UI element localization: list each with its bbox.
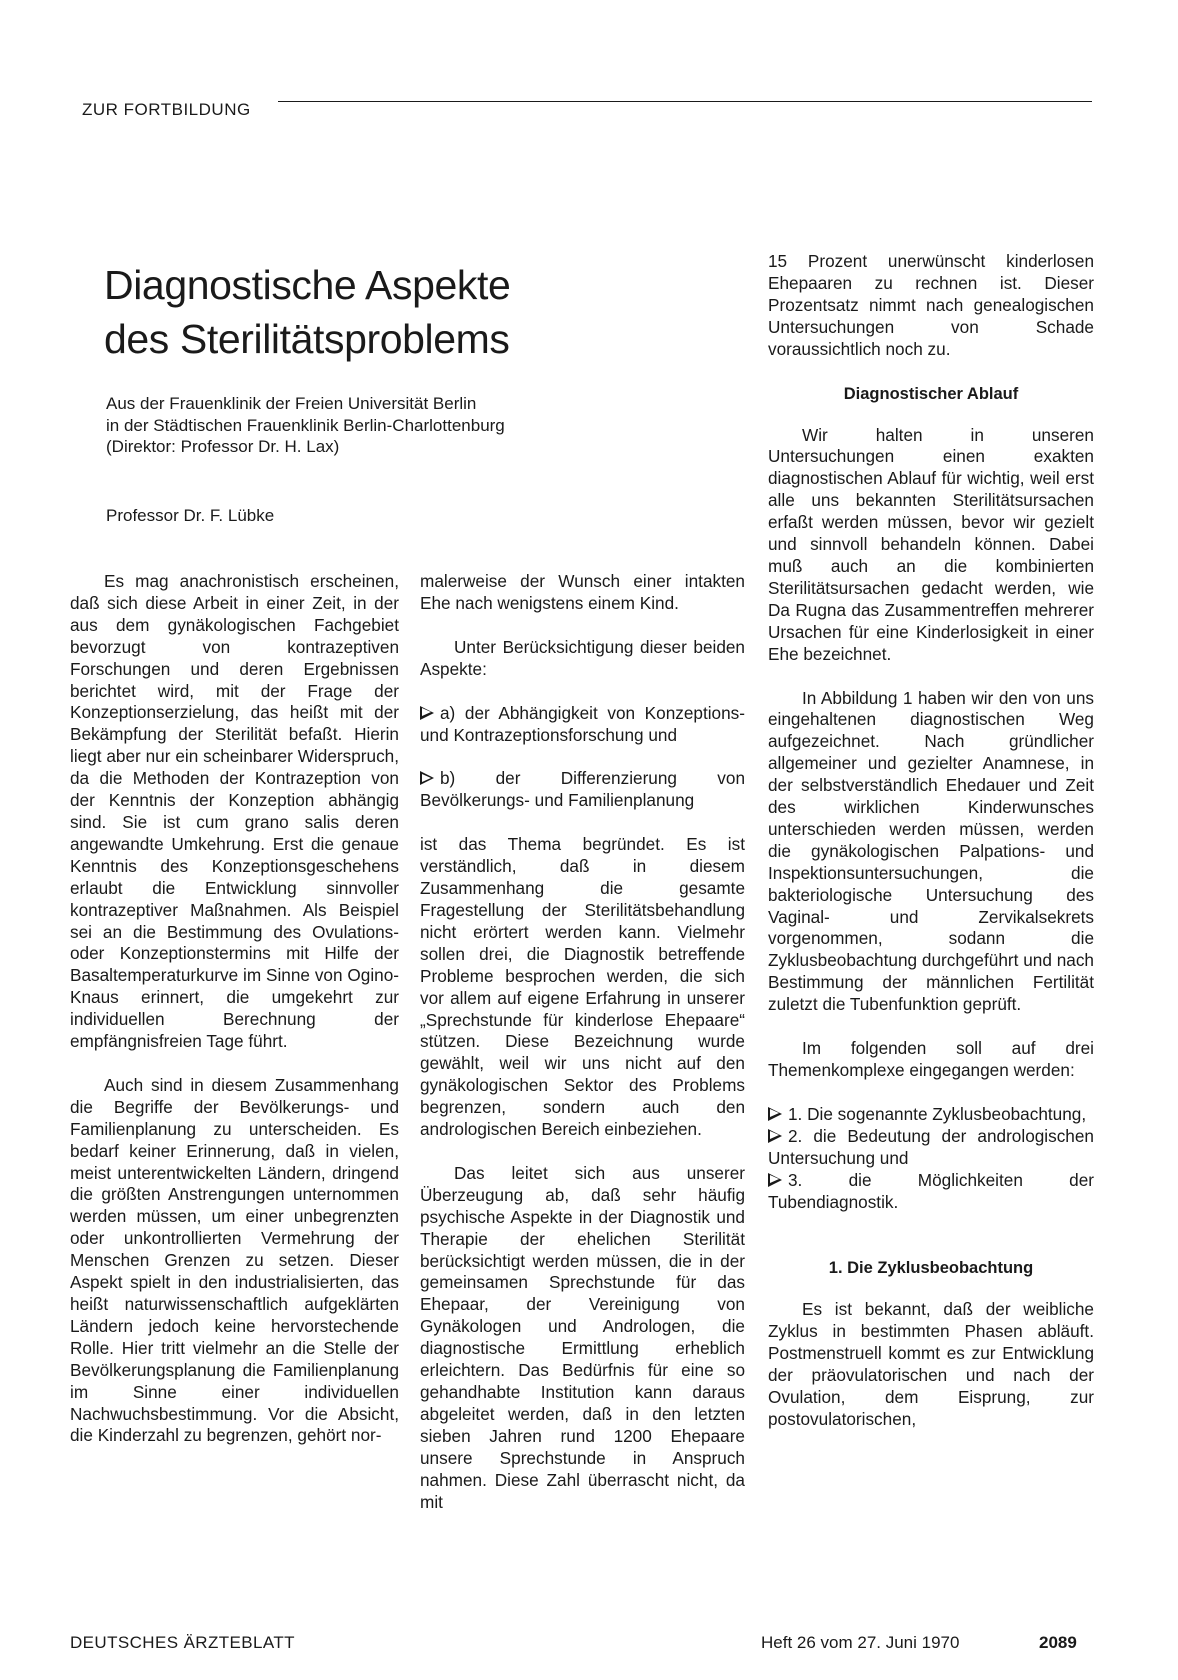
paragraph: ist das Thema begründet. Es ist verständlich, daß in diesem Zusammenhang die gesamte Fragestellung der Sterilitätsbehandlung nicht erörtert werden kann. Vielmehr sollen drei, die Diagnostik betreffende Probleme besprochen werden, die sich vor allem auf eigene Erfahrung in unserer „Sprechstunde für kinderlose Ehepaare“ stützen. Diese Bezeichnung wurde gewählt, weil wir uns nicht auf den gynäkologischen Sektor des Problems begrenzen, sondern auch den andrologischen Bereich einbeziehen. <box>420 834 745 1140</box>
affiliation-line: Aus der Frauenklinik der Freien Universität Berlin <box>106 394 477 413</box>
text-column-3 <box>768 251 1094 1431</box>
author: Professor Dr. F. Lübke <box>106 506 275 525</box>
triangle-bullet-icon <box>768 1173 782 1187</box>
footer-issue: Heft 26 vom 27. Juni 1970 <box>761 1633 960 1652</box>
text-column-2 <box>420 571 745 1513</box>
footer-journal-name: DEUTSCHES ÄRZTEBLATT <box>70 1633 295 1652</box>
paragraph: Wir halten in unseren Untersuchungen einen exakten diagnostischen Ablauf für wichtig, weil erst alle uns bekannten Sterilitätsursachen erfaßt werden müssen, bevor wir gezielt und sinnvoll behandeln können. Dabei muß auch an die kombinierten Sterilitätsursachen gedacht werden, wie Da Rugna das Zusammentreffen mehrerer Ursachen für eine Kinderlosigkeit in einer Ehe bezeichnet. <box>768 424 1094 664</box>
section-heading: Diagnostischer Ablauf <box>843 384 1019 403</box>
paragraph: 15 Prozent unerwünscht kinderlosen Ehepaaren zu rechnen ist. Dieser Prozentsatz nimmt nach genealogischen Untersuchungen von Schade voraussichtlich noch zu. <box>768 251 1094 359</box>
page-number: 2089 <box>1039 1633 1077 1652</box>
paragraph: Auch sind in diesem Zusammenhang die Begriffe der Bevölkerungs- und Familienplanung zu unterscheiden. Es bedarf keiner Erinnerung, daß in vielen, meist unterentwickelten Ländern, dringend die größten Anstrengungen unternommen werden müssen, um einer unbegrenzten oder unkontrollierten Vermehrung der Menschen Grenzen zu setzen. Dieser Aspekt spielt in den industrialisierten, das heißt naturwissenschaftlich aufgeklärten Ländern jedoch keine hervorstechende Rolle. Hier tritt vielmehr an die Stelle der Bevölkerungsplanung die Familienplanung im Sinne einer individuellen Nachwuchsbestimmung. Vor die Absicht, die Kinderzahl zu begrenzen, gehört nor- <box>70 1074 399 1446</box>
paragraph: Unter Berücksichtigung dieser beiden Aspekte: <box>420 636 745 679</box>
list-item-3: 3. die Möglichkeiten der Tubendiagnostik. <box>768 1169 1094 1212</box>
list-item-1: 1. Die sogenannte Zyklusbeobachtung, <box>768 1104 1094 1126</box>
paragraph: Das leitet sich aus unserer Überzeugung ab, daß sehr häufig psychische Aspekte in der Diagnostik und Therapie der ehelichen Sterilität berücksichtigt werden müssen, die in der gemeinsamen Sprechstunde für das Ehepaar, der Vereinigung von Gynäkologen und Andrologen, die diagnostische Ermittlung erheblich erleichtern. Das Bedürfnis für eine so gehandhabte Institution kann daraus abgeleitet werden, daß in den letzten sieben Jahren rund 1200 Ehepaare unsere Sprechstunde in Anspruch nahmen. Diese Zahl überrascht nicht, da mit <box>420 1162 745 1512</box>
section-label: ZUR FORTBILDUNG <box>82 100 251 119</box>
list-item-2: 2. die Bedeutung der andrologischen Untersuchung und <box>768 1125 1094 1168</box>
title-line-2: des Sterilitätsproblems <box>104 316 510 362</box>
header-rule <box>278 101 1092 102</box>
triangle-bullet-icon <box>768 1107 782 1121</box>
affiliation-line: (Direktor: Professor Dr. H. Lax) <box>106 437 340 456</box>
paragraph: In Abbildung 1 haben wir den von uns eingehaltenen diagnostischen Weg aufgezeichnet. Nach gründlicher allgemeiner und gezielter Anamnese, in der selbstverständlich Ehedauer und Zeit des wirklichen Kinderwunsches unterschieden werden müssen, werden die gynäkologischen Palpations- und Inspektionsuntersuchungen, die bakteriologische Untersuchung des Vaginal- und Zervikalsekrets vorgenommen, sodann die Zyklusbeobachtung durchgeführt und nach Bestimmung der männlichen Fertilität zuletzt die Tubenfunktion geprüft. <box>768 687 1094 1015</box>
affiliation <box>106 393 626 458</box>
triangle-bullet-icon <box>768 1129 782 1143</box>
paragraph: malerweise der Wunsch einer intakten Ehe nach wenigstens einem Kind. <box>420 571 745 613</box>
list-item-a: a) der Abhängigkeit von Konzeptions- und Kontrazeptionsforschung und <box>420 702 745 745</box>
text-column-1 <box>70 571 399 1447</box>
article-title <box>104 258 664 366</box>
paragraph: Es ist bekannt, daß der weibliche Zyklus in bestimmten Phasen abläuft. Postmenstruell kommt es zur Entwicklung der präovulatorischen und nach der Ovulation, dem Eisprung, zur postovulatorischen, <box>768 1299 1094 1429</box>
paragraph: Es mag anachronistisch erscheinen, daß sich diese Arbeit in einer Zeit, in der aus dem gynäkologischen Fachgebiet bevorzugt von kontrazeptiven Forschungen und deren Ergebnissen berichtet wird, mit der Frage der Konzeptionserzielung, das heißt mit der Bekämpfung der Sterilität befaßt. Hierin liegt aber nur ein scheinbarer Widerspruch, da die Methoden der Kontrazeption von der Kenntnis der Konzeption abhängig sind. Sie ist cum grano salis deren angewandte Umkehrung. Erst die genaue Kenntnis des Konzeptionsgeschehens erlaubt die Entwicklung sinnvoller kontrazeptiver Maßnahmen. Als Beispiel sei an die Bestimmung des Ovulations- oder Konzeptionstermins mit Hilfe der Basaltemperaturkurve im Sinne von Ogino-Knaus erinnert, die umgekehrt zur individuellen Berechnung der empfängnisfreien Tage führt. <box>70 571 399 1052</box>
section-heading: 1. Die Zyklusbeobachtung <box>828 1259 1034 1278</box>
triangle-bullet-icon <box>420 771 434 785</box>
list-item-b: b) der Differenzierung von Bevölkerungs- und Familienplanung <box>420 768 745 811</box>
title-line-1: Diagnostische Aspekte <box>104 262 511 308</box>
affiliation-line: in der Städtischen Frauenklinik Berlin-Charlottenburg <box>106 415 505 435</box>
paragraph: Im folgenden soll auf drei Themenkomplexe eingegangen werden: <box>768 1038 1094 1080</box>
triangle-bullet-icon <box>420 706 434 720</box>
